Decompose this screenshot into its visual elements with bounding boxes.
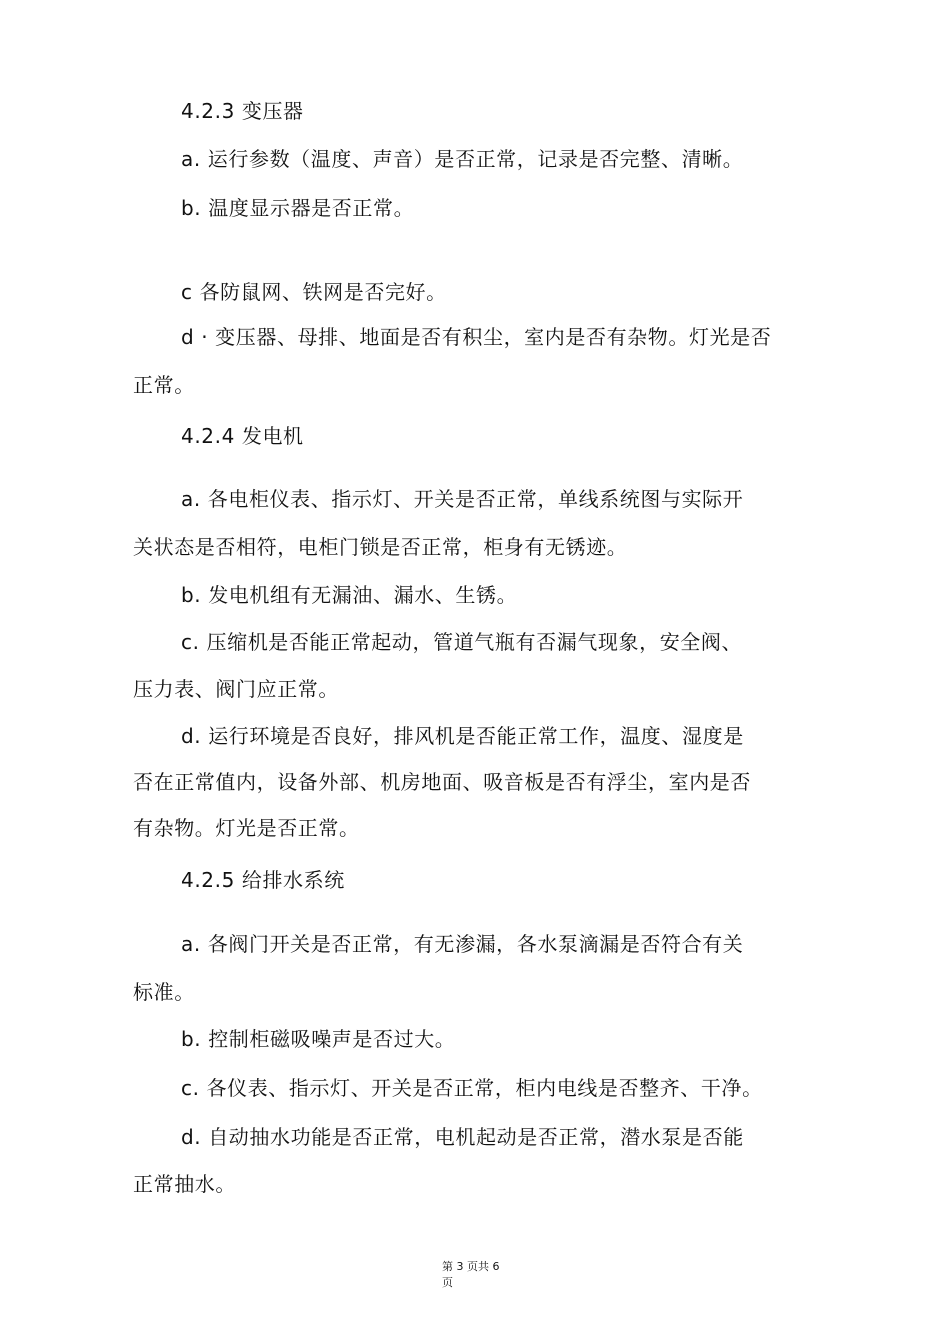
page-number-line1: 第 3 页共 6 [442, 1260, 500, 1273]
section-heading-water-system: 4.2.5 给排水系统 [181, 868, 345, 892]
water-item-a-line1: a. 各阀门开关是否正常，有无渗漏，各水泵滴漏是否符合有关 [181, 932, 744, 956]
transformer-item-a: a. 运行参数（温度、声音）是否正常，记录是否完整、清晰。 [181, 147, 744, 171]
section-heading-transformer: 4.2.3 变压器 [181, 99, 304, 123]
section-heading-generator: 4.2.4 发电机 [181, 424, 304, 448]
water-item-d-line1: d. 自动抽水功能是否正常，电机起动是否正常，潜水泵是否能 [181, 1125, 744, 1149]
water-item-d-line2: 正常抽水。 [133, 1172, 236, 1196]
generator-item-c-line1: c. 压缩机是否能正常起动，管道气瓶有否漏气现象，安全阀、 [181, 630, 743, 654]
transformer-item-c: c 各防鼠网、铁网是否完好。 [181, 280, 447, 304]
generator-item-a-line1: a. 各电柜仪表、指示灯、开关是否正常，单线系统图与实际开 [181, 487, 744, 511]
water-item-b: b. 控制柜磁吸噪声是否过大。 [181, 1027, 456, 1051]
generator-item-c-line2: 压力表、阀门应正常。 [133, 677, 339, 701]
water-item-c: c. 各仪表、指示灯、开关是否正常，柜内电线是否整齐、干净。 [181, 1076, 763, 1100]
transformer-item-b: b. 温度显示器是否正常。 [181, 196, 415, 220]
generator-item-d-line2: 否在正常值内，设备外部、机房地面、吸音板是否有浮尘，室内是否 [133, 770, 751, 794]
transformer-item-d-line1: d · 变压器、母排、地面是否有积尘，室内是否有杂物。灯光是否 [181, 325, 772, 349]
page-number-line2: 页 [442, 1276, 453, 1289]
transformer-item-d-line2: 正常。 [133, 373, 195, 397]
generator-item-d-line1: d. 运行环境是否良好，排风机是否能正常工作，温度、湿度是 [181, 724, 744, 748]
generator-item-b: b. 发电机组有无漏油、漏水、生锈。 [181, 583, 518, 607]
generator-item-a-line2: 关状态是否相符，电柜门锁是否正常，柜身有无锈迹。 [133, 535, 628, 559]
water-item-a-line2: 标准。 [133, 980, 195, 1004]
generator-item-d-line3: 有杂物。灯光是否正常。 [133, 816, 360, 840]
